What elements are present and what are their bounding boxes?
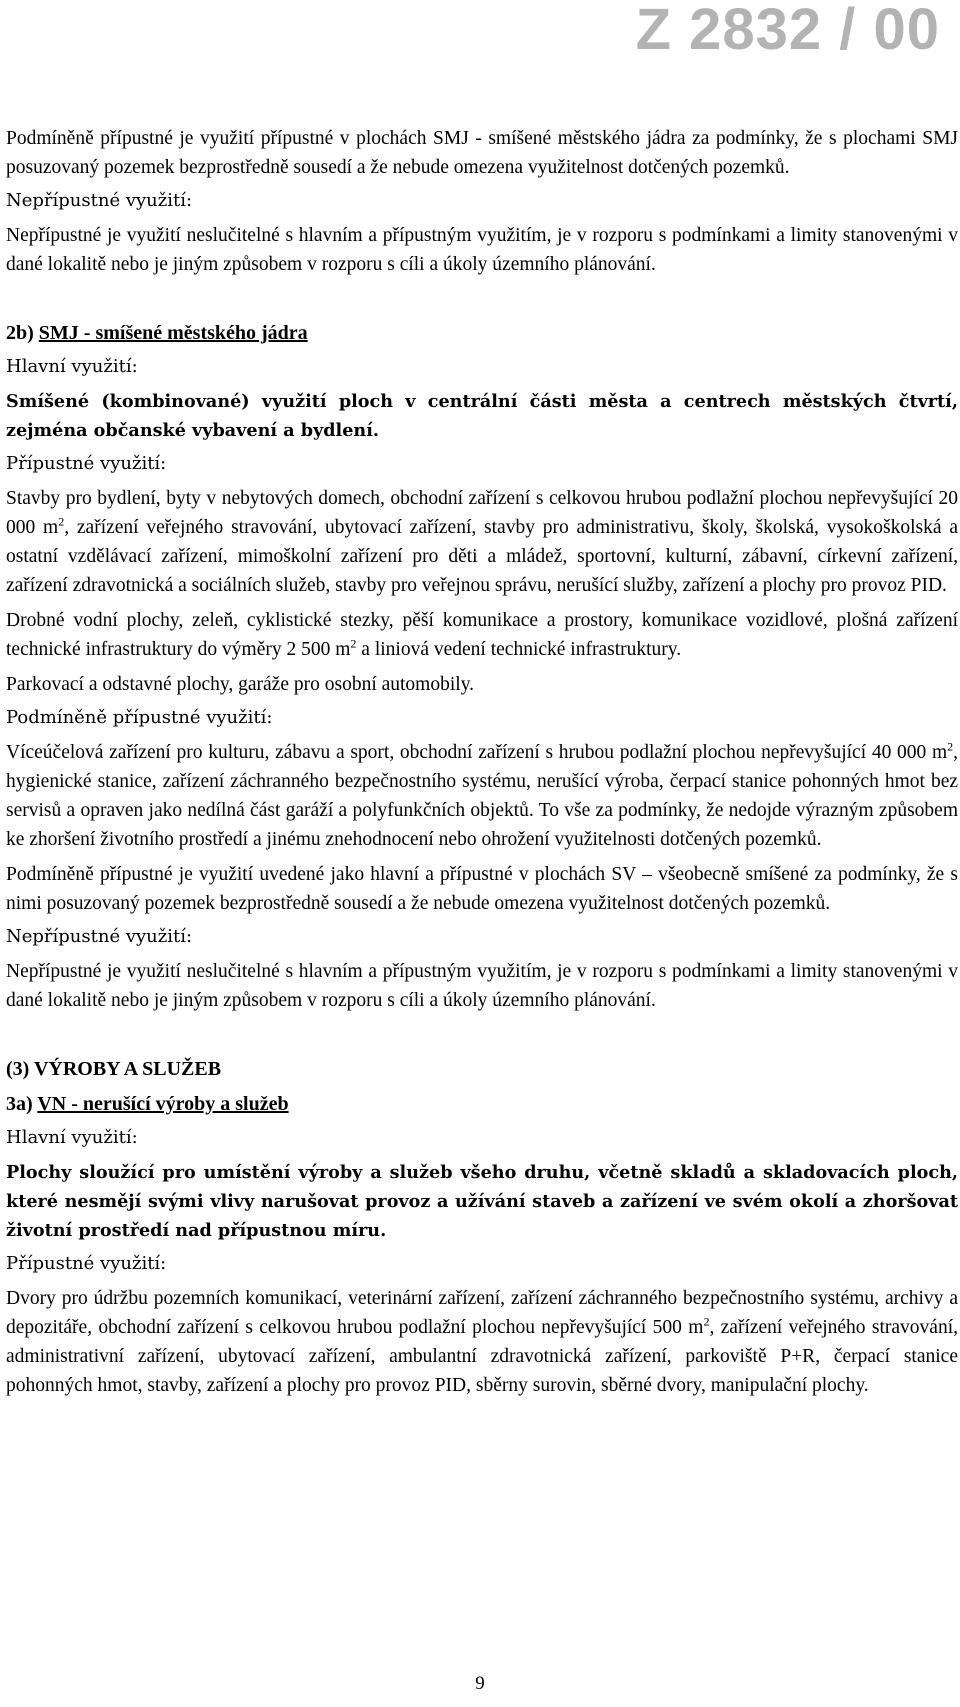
heading-podminene-1: Podmíněně přípustné využití: (6, 707, 273, 728)
heading-hlavni-1: Hlavní využití: (6, 356, 138, 377)
paragraph-pripustne-4 (6, 1284, 958, 1400)
paragraph-pripustne-2-part-b: a liniová vedení technické infrastruktury. (356, 639, 682, 660)
heading-nepripustne-1: Nepřípustné využití: (6, 190, 193, 211)
document-body (6, 124, 958, 1400)
paragraph-podminene-1-part-b: , hygienické stanice, zařízení záchranného bezpečnostního systému, nerušící výroba, čerpací stanice pohonných hmot bez servisů a opraven jako nedílná část garáží a polyfunkčních objektů. To vše za podmínky, že nedojde výrazným způsobem ke zhoršení životního prostředí a jinému znehodnocení nebo ohrožení využitelnosti dotčených pozemků. (6, 742, 958, 850)
section-heading-3: (3) VÝROBY A SLUŽEB (6, 1058, 222, 1080)
paragraph-hlavni-2: Plochy sloužící pro umístění výroby a služeb všeho druhu, včetně skladů a skladovacích ploch, které nesmějí svými vlivy narušovat provoz a užívání staveb a zařízení ve svém okolí a zhoršovat životní prostředí nad přípustnou míru. (6, 1162, 958, 1241)
paragraph-pripustne-3: Parkovací a odstavné plochy, garáže pro osobní automobily. (6, 674, 475, 695)
section-heading-3a (6, 1090, 958, 1119)
paragraph-pripustne-1-part-a: Stavby pro bydlení, byty v nebytových domech, obchodní zařízení s celkovou hrubou podlažní plochou nepřevyšující 20 000 m (6, 488, 958, 538)
paragraph-hlavni-1: Smíšené (kombinované) využití ploch v centrální části města a centrech městských čtvrtí, zejména občanské vybavení a bydlení. (6, 391, 958, 441)
paragraph-pripustne-2-part-a: Drobné vodní plochy, zeleň, cyklistické stezky, pěší komunikace a prostory, komunikace vozidlové, plošná zařízení technické infrastruktury do výměry 2 500 m (6, 610, 958, 660)
page-number: 9 (475, 1673, 485, 1694)
heading-pripustne-2: Přípustné využití: (6, 1253, 167, 1274)
superscript-2: 2 (947, 739, 954, 754)
superscript-2: 2 (58, 514, 65, 529)
paragraph-pripustne-4-part-a: Dvory pro údržbu pozemních komunikací, veterinární zařízení, zařízení záchranného bezpečnostního systému, archivy a depozitáře, obchodní zařízení s celkovou hrubou podlažní plochou nepřevyšující 500 m (6, 1288, 958, 1338)
paragraph-pripustne-1 (6, 484, 958, 600)
paragraph-conditional-smj: Podmíněně přípustné je využití přípustné v plochách SMJ - smíšené městského jádra za podmínky, že s plochami SMJ posuzovaný pozemek bezprostředně sousedí a že nebude omezena využitelnost dotčených pozemků. (6, 128, 958, 178)
section-title-2b: SMJ - smíšené městského jádra (38, 322, 308, 344)
paragraph-podminene-2: Podmíněně přípustné je využití uvedené jako hlavní a přípustné v plochách SV – všeobecně smíšené za podmínky, že s nimi posuzovaný pozemek bezprostředně sousedí a že nebude omezena využitelnost dotčených pozemků. (6, 864, 958, 914)
superscript-2: 2 (350, 636, 357, 651)
heading-nepripustne-2: Nepřípustné využití: (6, 926, 193, 947)
section-number-2b: 2b) (6, 322, 39, 344)
paragraph-nepripustne-2: Nepřípustné je využití neslučitelné s hlavním a přípustným využitím, je v rozporu s podmínkami a limity stanovenými v dané lokalitě nebo je jiným způsobem v rozporu s cíli a úkoly územního plánování. (6, 961, 958, 1011)
paragraph-nepripustne-1: Nepřípustné je využití neslučitelné s hlavním a přípustným využitím, je v rozporu s podmínkami a limity stanovenými v dané lokalitě nebo je jiným způsobem v rozporu s cíli a úkoly územního plánování. (6, 225, 958, 275)
paragraph-podminene-1 (6, 738, 958, 854)
superscript-2: 2 (703, 1314, 710, 1329)
paragraph-pripustne-4-part-b: , zařízení veřejného stravování, administrativní zařízení, ubytovací zařízení, ambulantní zdravotnická zařízení, parkoviště P+R, čerpací stanice pohonných hmot, stavby, zařízení a plochy pro provoz PID, sběrny surovin, sběrné dvory, manipulační plochy. (6, 1317, 958, 1396)
document-code: Z 2832 / 00 (635, 0, 940, 62)
paragraph-pripustne-1-part-b: , zařízení veřejného stravování, ubytovací zařízení, stavby pro administrativu, školy, školská, vysokoškolská a ostatní vzdělávací zařízení, mimoškolní zařízení pro děti a mládež, sportovní, kulturní, zábavní, církevní zařízení, zařízení zdravotnická a sociálních služeb, stavby pro veřejnou správu, nerušící služby, zařízení a plochy pro provoz PID. (6, 517, 958, 596)
heading-pripustne-1: Přípustné využití: (6, 453, 167, 474)
paragraph-pripustne-2 (6, 606, 958, 664)
section-title-3a: VN - nerušící výroby a služeb (37, 1093, 289, 1115)
section-heading-2b (6, 319, 958, 348)
section-number-3a: 3a) (6, 1093, 38, 1115)
paragraph-podminene-1-part-a: Víceúčelová zařízení pro kulturu, zábavu a sport, obchodní zařízení s hrubou podlažní plochou nepřevyšující 40 000 m (6, 742, 948, 763)
heading-hlavni-2: Hlavní využití: (6, 1127, 138, 1148)
